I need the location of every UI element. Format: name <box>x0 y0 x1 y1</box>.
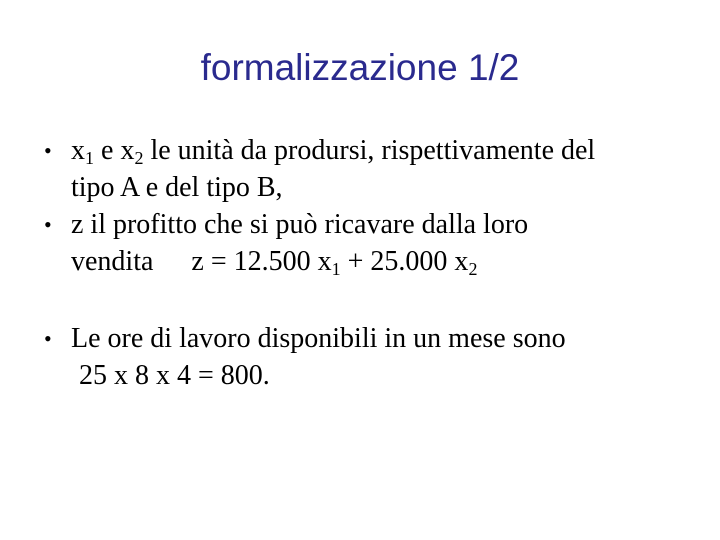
bullet-dot-icon: • <box>44 212 52 237</box>
bullet-text: le unità da prodursi, rispettivamente del <box>143 135 596 166</box>
bullet-dot-icon: • <box>44 326 52 351</box>
bullet-text: vendita <box>71 246 154 277</box>
equation-part: z = 12.500 x <box>191 246 332 277</box>
subscript-2: 2 <box>134 148 144 168</box>
bullet-line-continued: tipo A e del tipo B, <box>71 172 283 203</box>
bullet-line-continued <box>71 246 477 277</box>
slide-title: formalizzazione 1/2 <box>200 47 520 88</box>
bullet-line: z il profitto che si può ricavare dalla loro <box>71 209 529 240</box>
bullet-line <box>71 135 595 166</box>
bullet-line-continued: 25 x 8 x 4 = 800. <box>79 360 270 391</box>
bullet-item-decision-variables <box>44 132 704 206</box>
bullet-line: Le ore di lavoro disponibili in un mese sono <box>71 323 566 354</box>
subscript-1: 1 <box>85 148 94 168</box>
bullet-item-work-hours <box>44 320 704 394</box>
conjunction: e <box>94 135 121 166</box>
equation-part: + 25.000 x <box>340 246 469 277</box>
var-x2: x <box>120 135 135 166</box>
var-x1: x <box>71 135 85 166</box>
bullet-list <box>44 132 704 394</box>
subscript-1: 1 <box>331 259 341 279</box>
subscript-2: 2 <box>468 259 478 279</box>
bullet-item-profit <box>44 206 704 280</box>
bullet-dot-icon: • <box>44 138 52 163</box>
